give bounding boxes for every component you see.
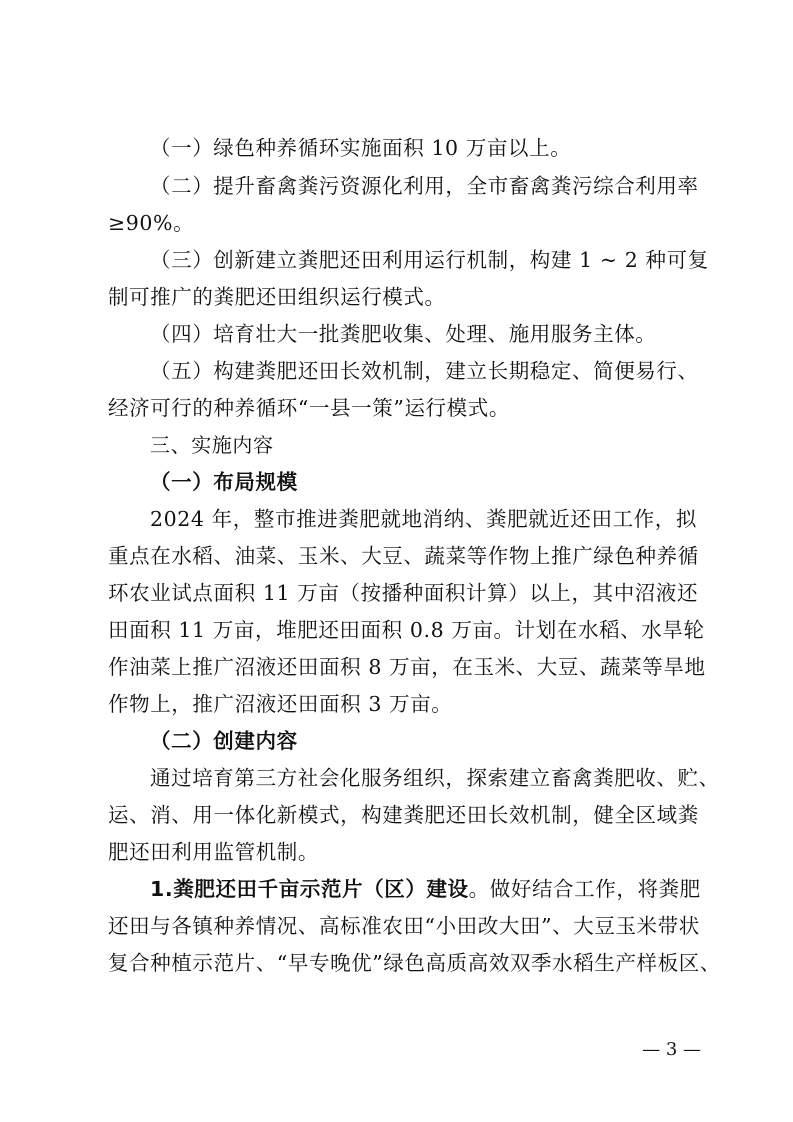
item-1-text: 。做好结合工作，将粪肥 bbox=[468, 877, 701, 901]
goal-1-line-1: （一）绿色种养循环实施面积 10 万亩以上。 bbox=[150, 136, 572, 160]
subsection-1-title: （一）布局规模 bbox=[150, 470, 298, 494]
item-1-line-1 bbox=[150, 869, 710, 909]
goal-2-line-1: （二）提升畜禽粪污资源化利用，全市畜禽粪污综合利用率 bbox=[150, 174, 699, 198]
subsection-1-line-2: 重点在水稻、油菜、玉米、大豆、蔬菜等作物上推广绿色种养循 bbox=[108, 544, 699, 568]
page-number: — 3 — bbox=[642, 1039, 701, 1060]
subsection-1-line-5: 作油菜上推广沼液还田面积 8 万亩，在玉米、大豆、蔬菜等旱地 bbox=[108, 655, 706, 679]
goal-5-line-1: （五）构建粪肥还田长效机制，建立长期稳定、简便易行、 bbox=[150, 359, 699, 383]
item-1-line-2: 还田与各镇种养情况、高标准农田“小田改大田”、大豆玉米带状 bbox=[108, 914, 700, 938]
goal-3-line-2: 制可推广的粪肥还田组织运行模式。 bbox=[108, 285, 446, 309]
subsection-2-line-2: 运、消、用一体化新模式，构建粪肥还田长效机制，健全区域粪 bbox=[108, 803, 699, 827]
subsection-1-line-4: 田面积 11 万亩，堆肥还田面积 0.8 万亩。计划在水稻、水旱轮 bbox=[108, 618, 705, 642]
subsection-1-line-1: 2024 年，整市推进粪肥就地消纳、粪肥就近还田工作，拟 bbox=[150, 507, 697, 531]
section-heading: 三、实施内容 bbox=[150, 433, 274, 457]
subsection-2-line-1: 通过培育第三方社会化服务组织，探索建立畜禽粪肥收、贮、 bbox=[150, 766, 720, 790]
subsection-2-line-3: 肥还田利用监管机制。 bbox=[108, 840, 319, 864]
item-1-label: 1.粪肥还田千亩示范片（区）建设 bbox=[150, 877, 469, 901]
subsection-2-title: （二）创建内容 bbox=[150, 729, 298, 753]
subsection-1-line-3: 环农业试点面积 11 万亩（按播种面积计算）以上，其中沼液还 bbox=[108, 581, 699, 605]
item-1-line-3: 复合种植示范片、“早专晚优”绿色高质高效双季水稻生产样板区、 bbox=[108, 951, 721, 975]
goal-5-line-2: 经济可行的种养循环“一县一策”运行模式。 bbox=[108, 396, 510, 420]
goal-2-line-2: ≥90%。 bbox=[108, 211, 195, 235]
subsection-1-line-6: 作物上，推广沼液还田面积 3 万亩。 bbox=[108, 692, 453, 716]
goal-4-line-1: （四）培育壮大一批粪肥收集、处理、施用服务主体。 bbox=[150, 322, 657, 346]
goal-3-line-1: （三）创新建立粪肥还田利用运行机制，构建 1 ~ 2 种可复 bbox=[150, 248, 709, 272]
